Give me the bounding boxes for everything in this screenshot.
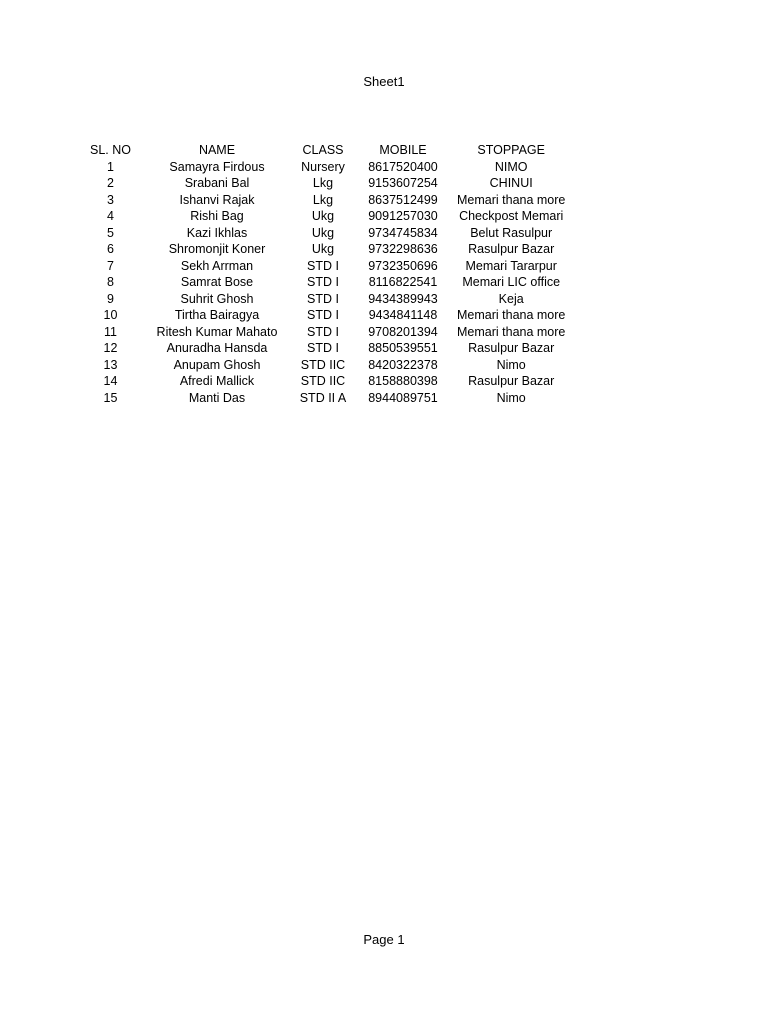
cell-class: STD IIC	[300, 374, 346, 388]
cell-stoppage: Memari thana more	[457, 308, 566, 322]
table-row	[84, 307, 565, 324]
cell-mobile: 8116822541	[368, 275, 438, 289]
cell-stoppage: Belut Rasulpur	[470, 225, 553, 240]
cell-stoppage: NIMO	[494, 159, 528, 174]
table-body	[84, 159, 565, 407]
cell-class: STD I	[307, 291, 339, 306]
cell-sl-no: 5	[107, 225, 114, 240]
cell-name: Rishi Bag	[190, 209, 244, 223]
sheet-title: Sheet1	[363, 74, 405, 89]
cell-mobile: 8420322378	[368, 357, 438, 372]
table-row	[84, 225, 565, 242]
cell-mobile: 8850539551	[368, 341, 438, 355]
cell-stoppage: Nimo	[496, 390, 526, 405]
table-row	[84, 373, 565, 390]
cell-name: Srabani Bal	[184, 176, 250, 190]
cell-sl-no: 2	[107, 176, 114, 190]
cell-stoppage: Rasulpur Bazar	[468, 374, 555, 388]
cell-mobile: 9732298636	[368, 242, 438, 256]
cell-class: Ukg	[311, 225, 335, 240]
cell-mobile: 8637512499	[368, 192, 438, 207]
table-row	[84, 258, 565, 275]
cell-stoppage: Rasulpur Bazar	[468, 242, 555, 256]
cell-sl-no: 1	[107, 159, 114, 174]
cell-class: Lkg	[312, 176, 334, 190]
header-class: CLASS	[302, 143, 344, 157]
cell-sl-no: 10	[103, 308, 118, 322]
cell-stoppage: Memari thana more	[457, 324, 566, 339]
cell-mobile: 9434841148	[368, 308, 438, 322]
cell-sl-no: 12	[103, 341, 118, 355]
cell-class: STD II A	[299, 390, 347, 405]
cell-class: Ukg	[311, 242, 335, 256]
table-row	[84, 324, 565, 341]
header-mobile: MOBILE	[379, 143, 427, 157]
cell-stoppage: Memari LIC office	[462, 275, 561, 289]
cell-sl-no: 3	[107, 192, 114, 207]
cell-class: STD I	[307, 324, 339, 339]
cell-mobile: 9153607254	[368, 176, 438, 190]
cell-stoppage: CHINUI	[489, 176, 533, 190]
header-name: NAME	[198, 143, 236, 157]
cell-sl-no: 8	[107, 275, 114, 289]
cell-sl-no: 7	[107, 258, 114, 273]
cell-stoppage: Nimo	[496, 357, 526, 372]
cell-mobile: 9708201394	[368, 324, 438, 339]
table-row	[84, 291, 565, 308]
cell-class: Lkg	[312, 192, 334, 207]
cell-sl-no: 6	[107, 242, 114, 256]
table-row	[84, 192, 565, 209]
cell-name: Kazi Ikhlas	[186, 225, 248, 240]
cell-name: Ritesh Kumar Mahato	[156, 324, 278, 339]
cell-class: STD I	[307, 275, 339, 289]
cell-name: Manti Das	[188, 390, 246, 405]
cell-mobile: 9091257030	[368, 209, 438, 223]
cell-name: Samrat Bose	[180, 275, 254, 289]
cell-name: Samayra Firdous	[169, 159, 265, 174]
cell-name: Shromonjit Koner	[168, 242, 266, 256]
table-row	[84, 274, 565, 291]
cell-class: STD IIC	[300, 357, 346, 372]
table-row	[84, 208, 565, 225]
table-row	[84, 241, 565, 258]
cell-mobile: 8944089751	[368, 390, 438, 405]
cell-sl-no: 15	[103, 390, 118, 405]
table-row	[84, 175, 565, 192]
cell-stoppage: Memari thana more	[457, 192, 566, 207]
cell-name: Ishanvi Rajak	[179, 192, 255, 207]
table-row	[84, 357, 565, 374]
cell-name: Tirtha Bairagya	[174, 308, 260, 322]
cell-sl-no: 4	[107, 209, 114, 223]
table-header-row	[84, 142, 565, 159]
cell-name: Anupam Ghosh	[173, 357, 261, 372]
cell-mobile: 9732350696	[368, 258, 438, 273]
cell-mobile: 9434389943	[368, 291, 438, 306]
header-stoppage: STOPPAGE	[477, 143, 545, 157]
page-number: Page 1	[363, 932, 405, 947]
cell-name: Sekh Arrman	[180, 258, 254, 273]
header-sl-no: SL. NO	[90, 143, 131, 157]
cell-sl-no: 13	[103, 357, 118, 372]
cell-stoppage: Checkpost Memari	[459, 209, 564, 223]
cell-name: Afredi Mallick	[179, 374, 255, 388]
table-row	[84, 340, 565, 357]
table-row	[84, 159, 565, 176]
cell-name: Anuradha Hansda	[166, 341, 268, 355]
cell-sl-no: 11	[104, 324, 117, 339]
cell-name: Suhrit Ghosh	[180, 291, 254, 306]
cell-class: STD I	[307, 308, 339, 322]
cell-stoppage: Memari Tararpur	[465, 258, 557, 273]
cell-mobile: 8617520400	[368, 159, 438, 174]
cell-mobile: 8158880398	[368, 374, 438, 388]
cell-sl-no: 14	[103, 374, 118, 388]
cell-class: STD I	[307, 341, 339, 355]
cell-stoppage: Rasulpur Bazar	[468, 341, 555, 355]
cell-mobile: 9734745834	[368, 225, 438, 240]
cell-stoppage: Keja	[498, 291, 524, 306]
cell-class: STD I	[307, 258, 339, 273]
cell-sl-no: 9	[107, 291, 114, 306]
cell-class: Nursery	[301, 159, 345, 174]
table-row	[84, 390, 565, 407]
student-table	[84, 142, 565, 406]
cell-class: Ukg	[311, 209, 335, 223]
